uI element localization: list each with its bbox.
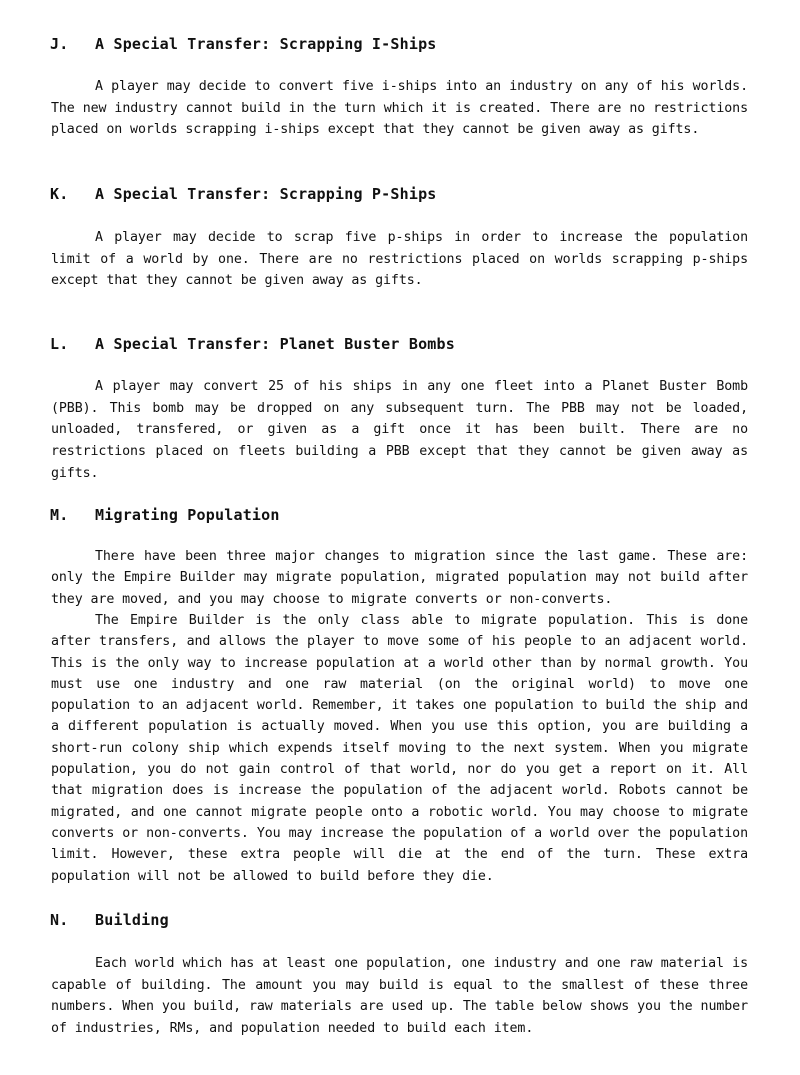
section-letter: N.: [50, 911, 69, 929]
section-heading-l: [50, 335, 455, 353]
section-heading-j: [50, 35, 437, 53]
section-letter: L.: [50, 335, 69, 353]
section-title: A Special Transfer: Planet Buster Bombs: [95, 335, 455, 353]
section-title: Migrating Population: [95, 506, 280, 524]
section-heading-n: [50, 911, 169, 929]
section-m-paragraph-1: There have been three major changes to migration since the last game. These are: only the Empire Builder may migrate population, migrated population may not build after they are moved, and you may choose to migrate converts or non-converts.: [51, 549, 748, 607]
section-letter: J.: [50, 35, 69, 53]
section-j-paragraph-1: A player may decide to convert five i-ships into an industry on any of his worlds. The new industry cannot build in the turn which it is created. There are no restrictions placed on worlds scrapping i-ships except that they cannot be given away as gifts.: [51, 79, 748, 138]
section-heading-m: [50, 506, 280, 524]
section-heading-k: [50, 185, 437, 203]
section-title: A Special Transfer: Scrapping I-Ships: [95, 35, 437, 53]
section-m-paragraph-2: The Empire Builder is the only class able to migrate population. This is done after transfers, and allows the player to move some of his people to an adjacent world. This is the only way to increase population at a world other than by normal growth. You must use one industry and one raw material (on the original world) to move one population to an adjacent world. Remember, it takes one population to build the ship and a different population is actually moved. When you use this option, you are building a short-run colony ship which expends itself moving to the next system. When you migrate population, you do not gain control of that world, nor do you get a report on it. All that migration does is increase the population of the adjacent world. Robots cannot be migrated, and one cannot migrate people onto a robotic world. You may choose to migrate converts or non-converts. You may increase the population of a world over the population limit. However, these extra people will die at the end of the turn. These extra population will not be allowed to build before they die.: [51, 613, 748, 884]
section-title: Building: [95, 911, 169, 929]
section-k-paragraph-1: A player may decide to scrap five p-ships in order to increase the population limit of a world by one. There are no restrictions placed on worlds scrapping p-ships except that they cannot be given away as gifts.: [51, 230, 748, 289]
section-letter: K.: [50, 185, 69, 203]
section-title: A Special Transfer: Scrapping P-Ships: [95, 185, 437, 203]
section-letter: M.: [50, 506, 69, 524]
section-n-paragraph-1: Each world which has at least one population, one industry and one raw material is capable of building. The amount you may build is equal to the smallest of these three numbers. When you build, raw materials are used up. The table below shows you the number of industries, RMs, and population needed to build each item.: [51, 956, 748, 1037]
section-l-paragraph-1: A player may convert 25 of his ships in any one fleet into a Planet Buster Bomb (PBB). This bomb may be dropped on any subsequent turn. The PBB may not be loaded, unloaded, transfered, or given as a gift once it has been built. There are no restrictions placed on fleets building a PBB except that they cannot be given away as gifts.: [51, 379, 748, 481]
